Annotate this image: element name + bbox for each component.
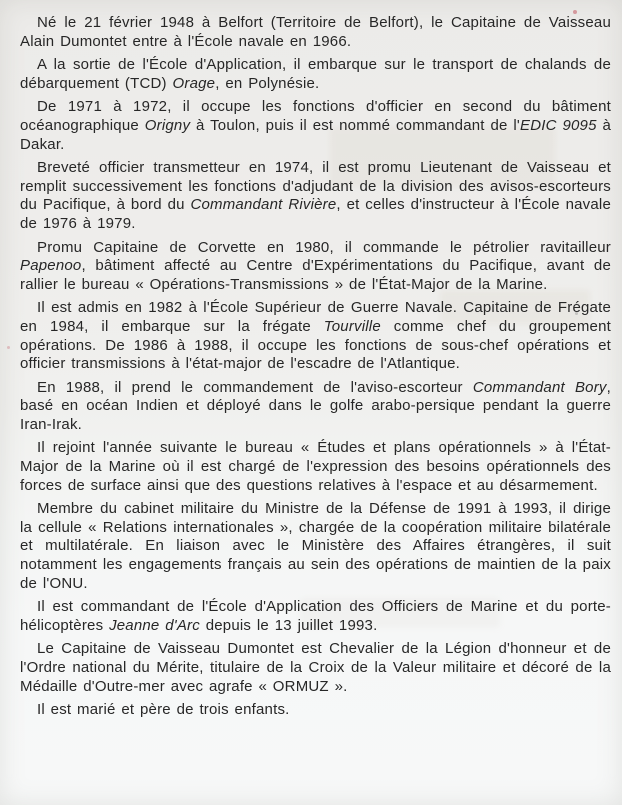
paragraph xyxy=(20,379,611,435)
ship-name-italic: Commandant Rivière xyxy=(190,196,337,214)
text-run: depuis le 13 juillet 1993. xyxy=(199,616,378,634)
paragraph xyxy=(20,439,611,495)
paragraph xyxy=(20,14,611,51)
text-run: comme chef du groupement opérations. De 1986 à 1988, il occupe les fonctions de sous-chef opérations et officier transmissions à l'état-major de l'escadre de l'Atlantique. xyxy=(20,317,611,373)
text-run: , et celles d'instructeur à l'École navale de 1976 à 1979. xyxy=(20,196,611,232)
paragraph xyxy=(20,640,611,696)
paragraph xyxy=(20,500,611,593)
text-run: Membre du cabinet militaire du Ministre de la Défense de 1991 à 1993, il dirige la cellule « Relations internationales », chargée de la coopération militaire bilatérale et multilatérale. En liaison avec le Ministère des Affaires étrangères, il suit notamment les engagements français au sein des opérations de maintien de la paix de l'ONU. xyxy=(20,500,611,592)
text-run: A la sortie de l'École d'Application, il embarque sur le transport de chalands de débarquement (TCD) xyxy=(20,56,611,92)
paragraph xyxy=(20,159,611,233)
biography-text xyxy=(20,14,611,725)
text-run: , bâtiment affecté au Centre d'Expérimentations du Pacifique, avant de rallier le bureau « Opérations-Transmissions » de l'État-Major de la Marine. xyxy=(20,257,611,293)
text-run: En 1988, il prend le commandement de l'aviso-escorteur xyxy=(37,378,473,396)
text-run: Le Capitaine de Vaisseau Dumontet est Chevalier de la Légion d'honneur et de l'Ordre national du Mérite, titulaire de la Croix de la Valeur militaire et décoré de la Médaille d'Outre-mer avec agrafe « ORMUZ ». xyxy=(20,640,611,695)
ship-name-italic: Origny xyxy=(144,116,191,134)
ship-name-italic: Orage xyxy=(172,74,216,92)
text-run: à Toulon, puis il est nommé commandant de l' xyxy=(190,116,520,134)
paragraph xyxy=(20,56,611,93)
text-run: Il est commandant de l'École d'Application des Officiers de Marine et du porte-hélicoptères xyxy=(20,598,611,634)
text-run: De 1971 à 1972, il occupe les fonctions d'officier en second du bâtiment océanographique xyxy=(20,98,611,134)
paragraph xyxy=(20,239,611,295)
text-run: à Dakar. xyxy=(20,116,612,153)
text-run: , basé en océan Indien et déployé dans le golfe arabo-persique pendant la guerre Iran-Irak. xyxy=(20,378,611,433)
text-run: Promu Capitaine de Corvette en 1980, il commande le pétrolier ravitailleur xyxy=(37,238,611,256)
ship-name-italic: EDIC 9095 xyxy=(520,116,597,134)
text-run: Il rejoint l'année suivante le bureau « Études et plans opérationnels » à l'État-Major de la Marine où il est chargé de l'expression des besoins opérationnels des forces de surface ainsi que des questions relatives à l'espace et au désarmement. xyxy=(20,439,611,494)
ship-name-italic: Commandant Bory xyxy=(472,378,607,396)
ship-name-italic: Jeanne d'Arc xyxy=(109,616,200,634)
paragraph xyxy=(20,598,611,635)
paragraph xyxy=(20,299,611,373)
text-run: Né le 21 février 1948 à Belfort (Territoire de Belfort), le Capitaine de Vaisseau Alain Dumontet entre à l'École navale en 1966. xyxy=(20,14,611,50)
text-run: Il est marié et père de trois enfants. xyxy=(37,701,290,719)
ship-name-italic: Tourville xyxy=(323,317,381,335)
paragraph xyxy=(20,701,611,720)
text-run: , en Polynésie. xyxy=(215,74,320,92)
text-run: Breveté officier transmetteur en 1974, il est promu Lieutenant de Vaisseau et remplit successivement les fonctions d'adjudant de la division des avisos-escorteurs du Pacifique, à bord du xyxy=(20,159,611,214)
paragraph xyxy=(20,98,611,154)
scan-speck xyxy=(7,346,10,349)
text-run: Il est admis en 1982 à l'École Supérieur de Guerre Navale. Capitaine de Frégate en 1984, il embarque sur la frégate xyxy=(20,299,611,335)
ship-name-italic: Papenoo xyxy=(20,257,82,275)
